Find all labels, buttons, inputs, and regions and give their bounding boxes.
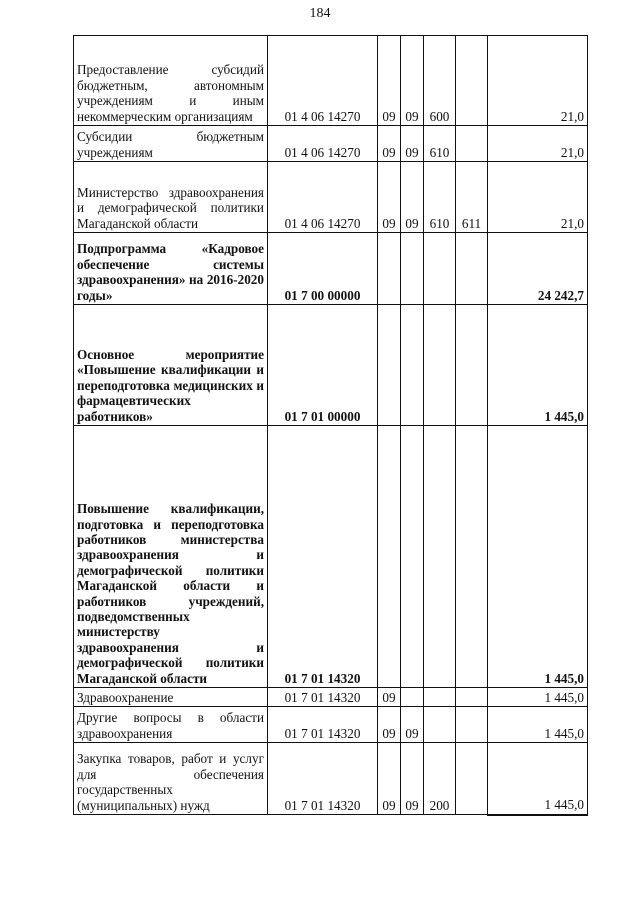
row-pr: 09 [401, 707, 424, 743]
row-sub [456, 688, 488, 707]
row-code: 01 7 00 00000 [268, 233, 378, 305]
row-vr: 600 [424, 36, 456, 126]
row-vr: 610 [424, 162, 456, 233]
row-pr [401, 233, 424, 305]
table-row [74, 707, 588, 743]
row-amount: 21,0 [488, 126, 588, 162]
row-sub [456, 743, 488, 815]
row-rz: 09 [378, 36, 401, 126]
table-row [74, 126, 588, 162]
row-name: Закупка товаров, работ и услуг для обеспечения государственных (муниципальных) нужд [74, 743, 268, 815]
row-rz [378, 305, 401, 426]
row-name: Основное мероприятие «Повышение квалификации и переподготовка медицинских и фармацевтических работников» [74, 305, 268, 426]
row-name: Подпрограмма «Кадровое обеспечение системы здравоохранения» на 2016-2020 годы» [74, 233, 268, 305]
table-row [74, 426, 588, 688]
row-amount: 1 445,0 [488, 688, 588, 707]
row-rz: 09 [378, 688, 401, 707]
row-rz: 09 [378, 707, 401, 743]
row-code: 01 4 06 14270 [268, 162, 378, 233]
row-code: 01 7 01 14320 [268, 707, 378, 743]
table-row [74, 305, 588, 426]
row-name: Повышение квалификации, подготовка и переподготовка работников министерства здравоохранения и демографической политики Магаданской области и работников учреждений, подведомственных министерству здравоохранения и демографической политики Магаданской области [74, 426, 268, 688]
row-amount: 1 445,0 [488, 426, 588, 688]
row-amount: 1 445,0 [488, 743, 588, 815]
row-rz: 09 [378, 162, 401, 233]
row-pr: 09 [401, 162, 424, 233]
row-sub [456, 233, 488, 305]
row-amount: 24 242,7 [488, 233, 588, 305]
row-sub [456, 305, 488, 426]
row-code: 01 4 06 14270 [268, 36, 378, 126]
row-code: 01 7 01 14320 [268, 743, 378, 815]
budget-table [73, 35, 588, 816]
row-name: Предоставление субсидий бюджетным, автономным учреждениям и иным некоммерческим организациям [74, 36, 268, 126]
row-vr [424, 426, 456, 688]
row-code: 01 7 01 14320 [268, 426, 378, 688]
row-name: Министерство здравоохранения и демографической политики Магаданской области [74, 162, 268, 233]
row-pr: 09 [401, 743, 424, 815]
row-name: Субсидии бюджетным учреждениям [74, 126, 268, 162]
table-row [74, 688, 588, 707]
row-vr: 200 [424, 743, 456, 815]
page-number: 184 [309, 6, 331, 21]
row-rz [378, 233, 401, 305]
row-rz: 09 [378, 743, 401, 815]
table-row [74, 36, 588, 126]
table-row [74, 743, 588, 815]
row-vr [424, 688, 456, 707]
row-vr: 610 [424, 126, 456, 162]
row-rz: 09 [378, 126, 401, 162]
row-pr: 09 [401, 126, 424, 162]
row-pr [401, 305, 424, 426]
row-amount: 21,0 [488, 36, 588, 126]
table-row [74, 233, 588, 305]
row-pr [401, 426, 424, 688]
row-sub [456, 707, 488, 743]
row-sub [456, 126, 488, 162]
row-vr [424, 305, 456, 426]
row-rz [378, 426, 401, 688]
row-name: Другие вопросы в области здравоохранения [74, 707, 268, 743]
row-sub [456, 36, 488, 126]
row-vr [424, 707, 456, 743]
row-vr [424, 233, 456, 305]
row-pr [401, 688, 424, 707]
row-sub: 611 [456, 162, 488, 233]
row-amount: 21,0 [488, 162, 588, 233]
row-sub [456, 426, 488, 688]
row-name: Здравоохранение [74, 688, 268, 707]
row-code: 01 7 01 14320 [268, 688, 378, 707]
row-amount: 1 445,0 [488, 305, 588, 426]
row-pr: 09 [401, 36, 424, 126]
row-amount: 1 445,0 [488, 707, 588, 743]
table-row [74, 162, 588, 233]
row-code: 01 7 01 00000 [268, 305, 378, 426]
row-code: 01 4 06 14270 [268, 126, 378, 162]
